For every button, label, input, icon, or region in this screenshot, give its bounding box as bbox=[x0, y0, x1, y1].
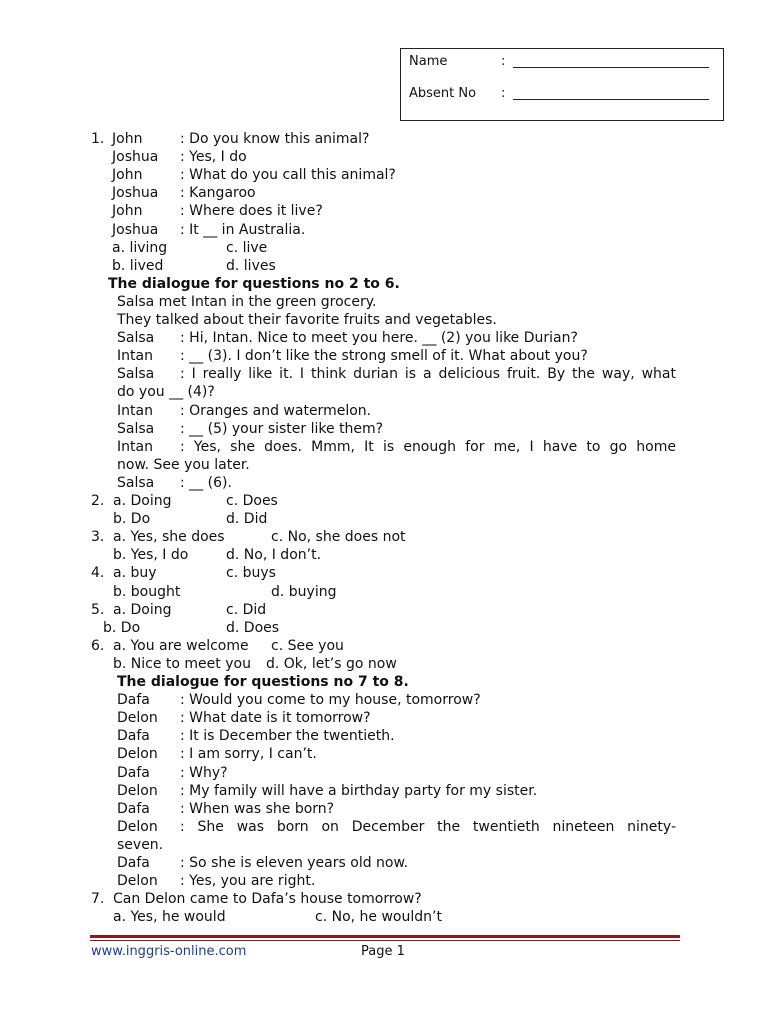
worksheet-line bbox=[0, 166, 768, 184]
line-segment: a. You are welcome bbox=[113, 637, 249, 654]
line-segment: 4. bbox=[91, 565, 105, 582]
name-row bbox=[409, 54, 719, 72]
line-segment: Dafa bbox=[117, 728, 150, 745]
worksheet-line bbox=[0, 709, 768, 727]
line-segment: c. See you bbox=[271, 637, 344, 654]
line-segment: Intan bbox=[117, 402, 153, 419]
name-blank-line[interactable] bbox=[513, 67, 709, 68]
line-segment: b. lived bbox=[112, 257, 164, 274]
line-segment: : Why? bbox=[180, 764, 228, 781]
line-segment: : Yes, I do bbox=[180, 149, 247, 166]
worksheet-line bbox=[0, 583, 768, 601]
absent-label: Absent No bbox=[409, 86, 477, 101]
worksheet-line bbox=[0, 329, 768, 347]
absent-colon: : bbox=[501, 86, 506, 101]
worksheet-line bbox=[0, 202, 768, 220]
line-segment: d. Does bbox=[226, 619, 280, 636]
line-segment: : My family will have a birthday party for my sister. bbox=[180, 782, 538, 799]
worksheet-line bbox=[0, 257, 768, 275]
line-segment: John bbox=[112, 167, 143, 184]
footer-page-number: Page 1 bbox=[361, 944, 405, 959]
footer-rule-thin bbox=[90, 940, 680, 941]
line-segment: : When was she born? bbox=[180, 800, 335, 817]
line-segment: c. Did bbox=[226, 601, 267, 618]
line-segment: c. No, he wouldn’t bbox=[315, 909, 442, 926]
line-segment: : Hi, Intan. Nice to meet you here. __ (2) you like Durian? bbox=[180, 330, 578, 347]
line-segment: : It is December the twentieth. bbox=[180, 728, 395, 745]
line-segment: Salsa bbox=[117, 366, 155, 383]
line-segment: d. buying bbox=[271, 583, 337, 600]
line-segment: : Would you come to my house, tomorrow? bbox=[180, 692, 481, 709]
line-segment: : Oranges and watermelon. bbox=[180, 402, 372, 419]
line-segment: : Yes, you are right. bbox=[180, 873, 316, 890]
worksheet-line bbox=[0, 745, 768, 763]
line-segment: c. No, she does not bbox=[271, 529, 406, 546]
worksheet-line bbox=[0, 619, 768, 637]
line-segment: 3. bbox=[91, 529, 105, 546]
line-segment: Salsa bbox=[117, 420, 155, 437]
line-segment: c. buys bbox=[226, 565, 276, 582]
line-segment: : __ (5) your sister like them? bbox=[180, 420, 384, 437]
line-segment: The dialogue for questions no 7 to 8. bbox=[117, 674, 409, 690]
line-segment: They talked about their favorite fruits and vegetables. bbox=[117, 312, 497, 328]
line-segment: d. lives bbox=[226, 257, 276, 274]
line-segment: Joshua bbox=[112, 149, 159, 166]
line-segment: : She was born on December the twentieth nineteen ninety- bbox=[180, 818, 676, 835]
line-segment: Dafa bbox=[117, 800, 150, 817]
footer-website-link[interactable]: www.inggris-online.com bbox=[91, 944, 247, 959]
line-segment: Dafa bbox=[117, 692, 150, 709]
line-segment: Can Delon came to Dafa’s house tomorrow? bbox=[113, 891, 422, 908]
name-colon: : bbox=[501, 54, 506, 69]
worksheet-line bbox=[0, 130, 768, 148]
line-segment: : __ (3). I don’t like the strong smell of it. What about you? bbox=[180, 348, 588, 365]
line-segment: : What do you call this animal? bbox=[180, 167, 396, 184]
worksheet-line bbox=[0, 691, 768, 709]
line-segment: b. Do bbox=[103, 619, 141, 636]
line-segment: Joshua bbox=[112, 221, 159, 238]
line-segment: Delon bbox=[117, 873, 158, 890]
line-segment: Intan bbox=[117, 348, 153, 365]
line-segment: now. See you later. bbox=[117, 456, 250, 473]
line-segment: c. live bbox=[226, 239, 268, 256]
line-segment: Salsa bbox=[117, 474, 155, 491]
worksheet-line bbox=[0, 492, 768, 510]
line-segment: a. Doing bbox=[113, 493, 172, 509]
line-segment: b. Yes, I do bbox=[113, 547, 189, 564]
worksheet-line bbox=[0, 420, 768, 438]
line-segment: : I am sorry, I can’t. bbox=[180, 746, 317, 763]
line-segment: a. buy bbox=[113, 565, 157, 582]
line-segment: : Yes, she does. Mmm, It is enough for me, I have to go home bbox=[180, 438, 676, 455]
line-segment: a. Yes, he would bbox=[113, 909, 226, 926]
worksheet-line bbox=[0, 293, 768, 311]
section-heading bbox=[0, 275, 768, 293]
line-segment: a. Yes, she does bbox=[113, 529, 225, 546]
line-segment: d. No, I don’t. bbox=[226, 547, 322, 564]
line-segment: : What date is it tomorrow? bbox=[180, 710, 371, 727]
line-segment: The dialogue for questions no 2 to 6. bbox=[108, 275, 400, 292]
line-segment: 7. bbox=[91, 891, 105, 908]
section-heading bbox=[0, 673, 768, 691]
line-segment: d. Ok, let’s go now bbox=[266, 655, 397, 672]
worksheet-line bbox=[0, 474, 768, 492]
line-segment: 1. bbox=[91, 131, 105, 147]
line-segment: a. Doing bbox=[113, 601, 172, 618]
line-segment: John bbox=[112, 131, 143, 147]
footer-rule-thick bbox=[90, 935, 680, 938]
worksheet-line bbox=[0, 402, 768, 420]
worksheet-line bbox=[0, 782, 768, 800]
worksheet-line bbox=[0, 148, 768, 166]
worksheet-line bbox=[0, 890, 768, 908]
worksheet-line bbox=[0, 800, 768, 818]
worksheet-line bbox=[0, 564, 768, 582]
line-segment: : __ (6). bbox=[180, 474, 232, 491]
line-segment: : So she is eleven years old now. bbox=[180, 855, 409, 871]
line-segment: Dafa bbox=[117, 764, 150, 781]
absent-row bbox=[409, 86, 719, 104]
line-segment: b. bought bbox=[113, 583, 181, 600]
line-segment: Salsa bbox=[117, 330, 155, 347]
worksheet-line bbox=[0, 836, 768, 854]
line-segment: : Kangaroo bbox=[180, 185, 256, 202]
worksheet-line bbox=[0, 383, 768, 401]
line-segment: Delon bbox=[117, 710, 158, 727]
line-segment: d. Did bbox=[226, 511, 268, 528]
worksheet-line bbox=[0, 637, 768, 655]
line-segment: Intan bbox=[117, 438, 153, 455]
name-label: Name bbox=[409, 54, 448, 69]
student-info-box bbox=[400, 48, 724, 121]
worksheet-line bbox=[0, 727, 768, 745]
line-segment: do you __ (4)? bbox=[117, 384, 215, 401]
line-segment: Joshua bbox=[112, 185, 159, 202]
worksheet-line bbox=[0, 546, 768, 564]
worksheet-line bbox=[0, 239, 768, 257]
worksheet-line bbox=[0, 872, 768, 890]
line-segment: a. living bbox=[112, 239, 168, 256]
line-segment: : I really like it. I think durian is a delicious fruit. By the way, what bbox=[180, 366, 676, 383]
worksheet-line bbox=[0, 854, 768, 872]
line-segment: seven. bbox=[117, 836, 164, 853]
line-segment: 2. bbox=[91, 493, 105, 509]
worksheet-line bbox=[0, 311, 768, 329]
worksheet-line bbox=[0, 221, 768, 239]
line-segment: : It __ in Australia. bbox=[180, 221, 306, 238]
absent-blank-line[interactable] bbox=[513, 99, 709, 100]
worksheet-line bbox=[0, 184, 768, 202]
worksheet-line bbox=[0, 528, 768, 546]
worksheet-line bbox=[0, 510, 768, 528]
worksheet-line bbox=[0, 438, 768, 456]
line-segment: Delon bbox=[117, 818, 158, 835]
line-segment: c. Does bbox=[226, 493, 278, 509]
line-segment: 5. bbox=[91, 601, 105, 618]
worksheet-line bbox=[0, 601, 768, 619]
worksheet-line bbox=[0, 908, 768, 926]
line-segment: Dafa bbox=[117, 855, 150, 871]
worksheet-line bbox=[0, 365, 768, 383]
worksheet-line bbox=[0, 456, 768, 474]
line-segment: Salsa met Intan in the green grocery. bbox=[117, 293, 377, 310]
worksheet-line bbox=[0, 764, 768, 782]
line-segment: b. Nice to meet you bbox=[113, 655, 251, 672]
line-segment: : Where does it live? bbox=[180, 203, 323, 220]
line-segment: : Do you know this animal? bbox=[180, 131, 370, 147]
worksheet-line bbox=[0, 818, 768, 836]
line-segment: John bbox=[112, 203, 143, 220]
line-segment: 6. bbox=[91, 637, 105, 654]
worksheet-line bbox=[0, 655, 768, 673]
line-segment: Delon bbox=[117, 746, 158, 763]
worksheet-line bbox=[0, 347, 768, 365]
line-segment: Delon bbox=[117, 782, 158, 799]
line-segment: b. Do bbox=[113, 511, 151, 528]
